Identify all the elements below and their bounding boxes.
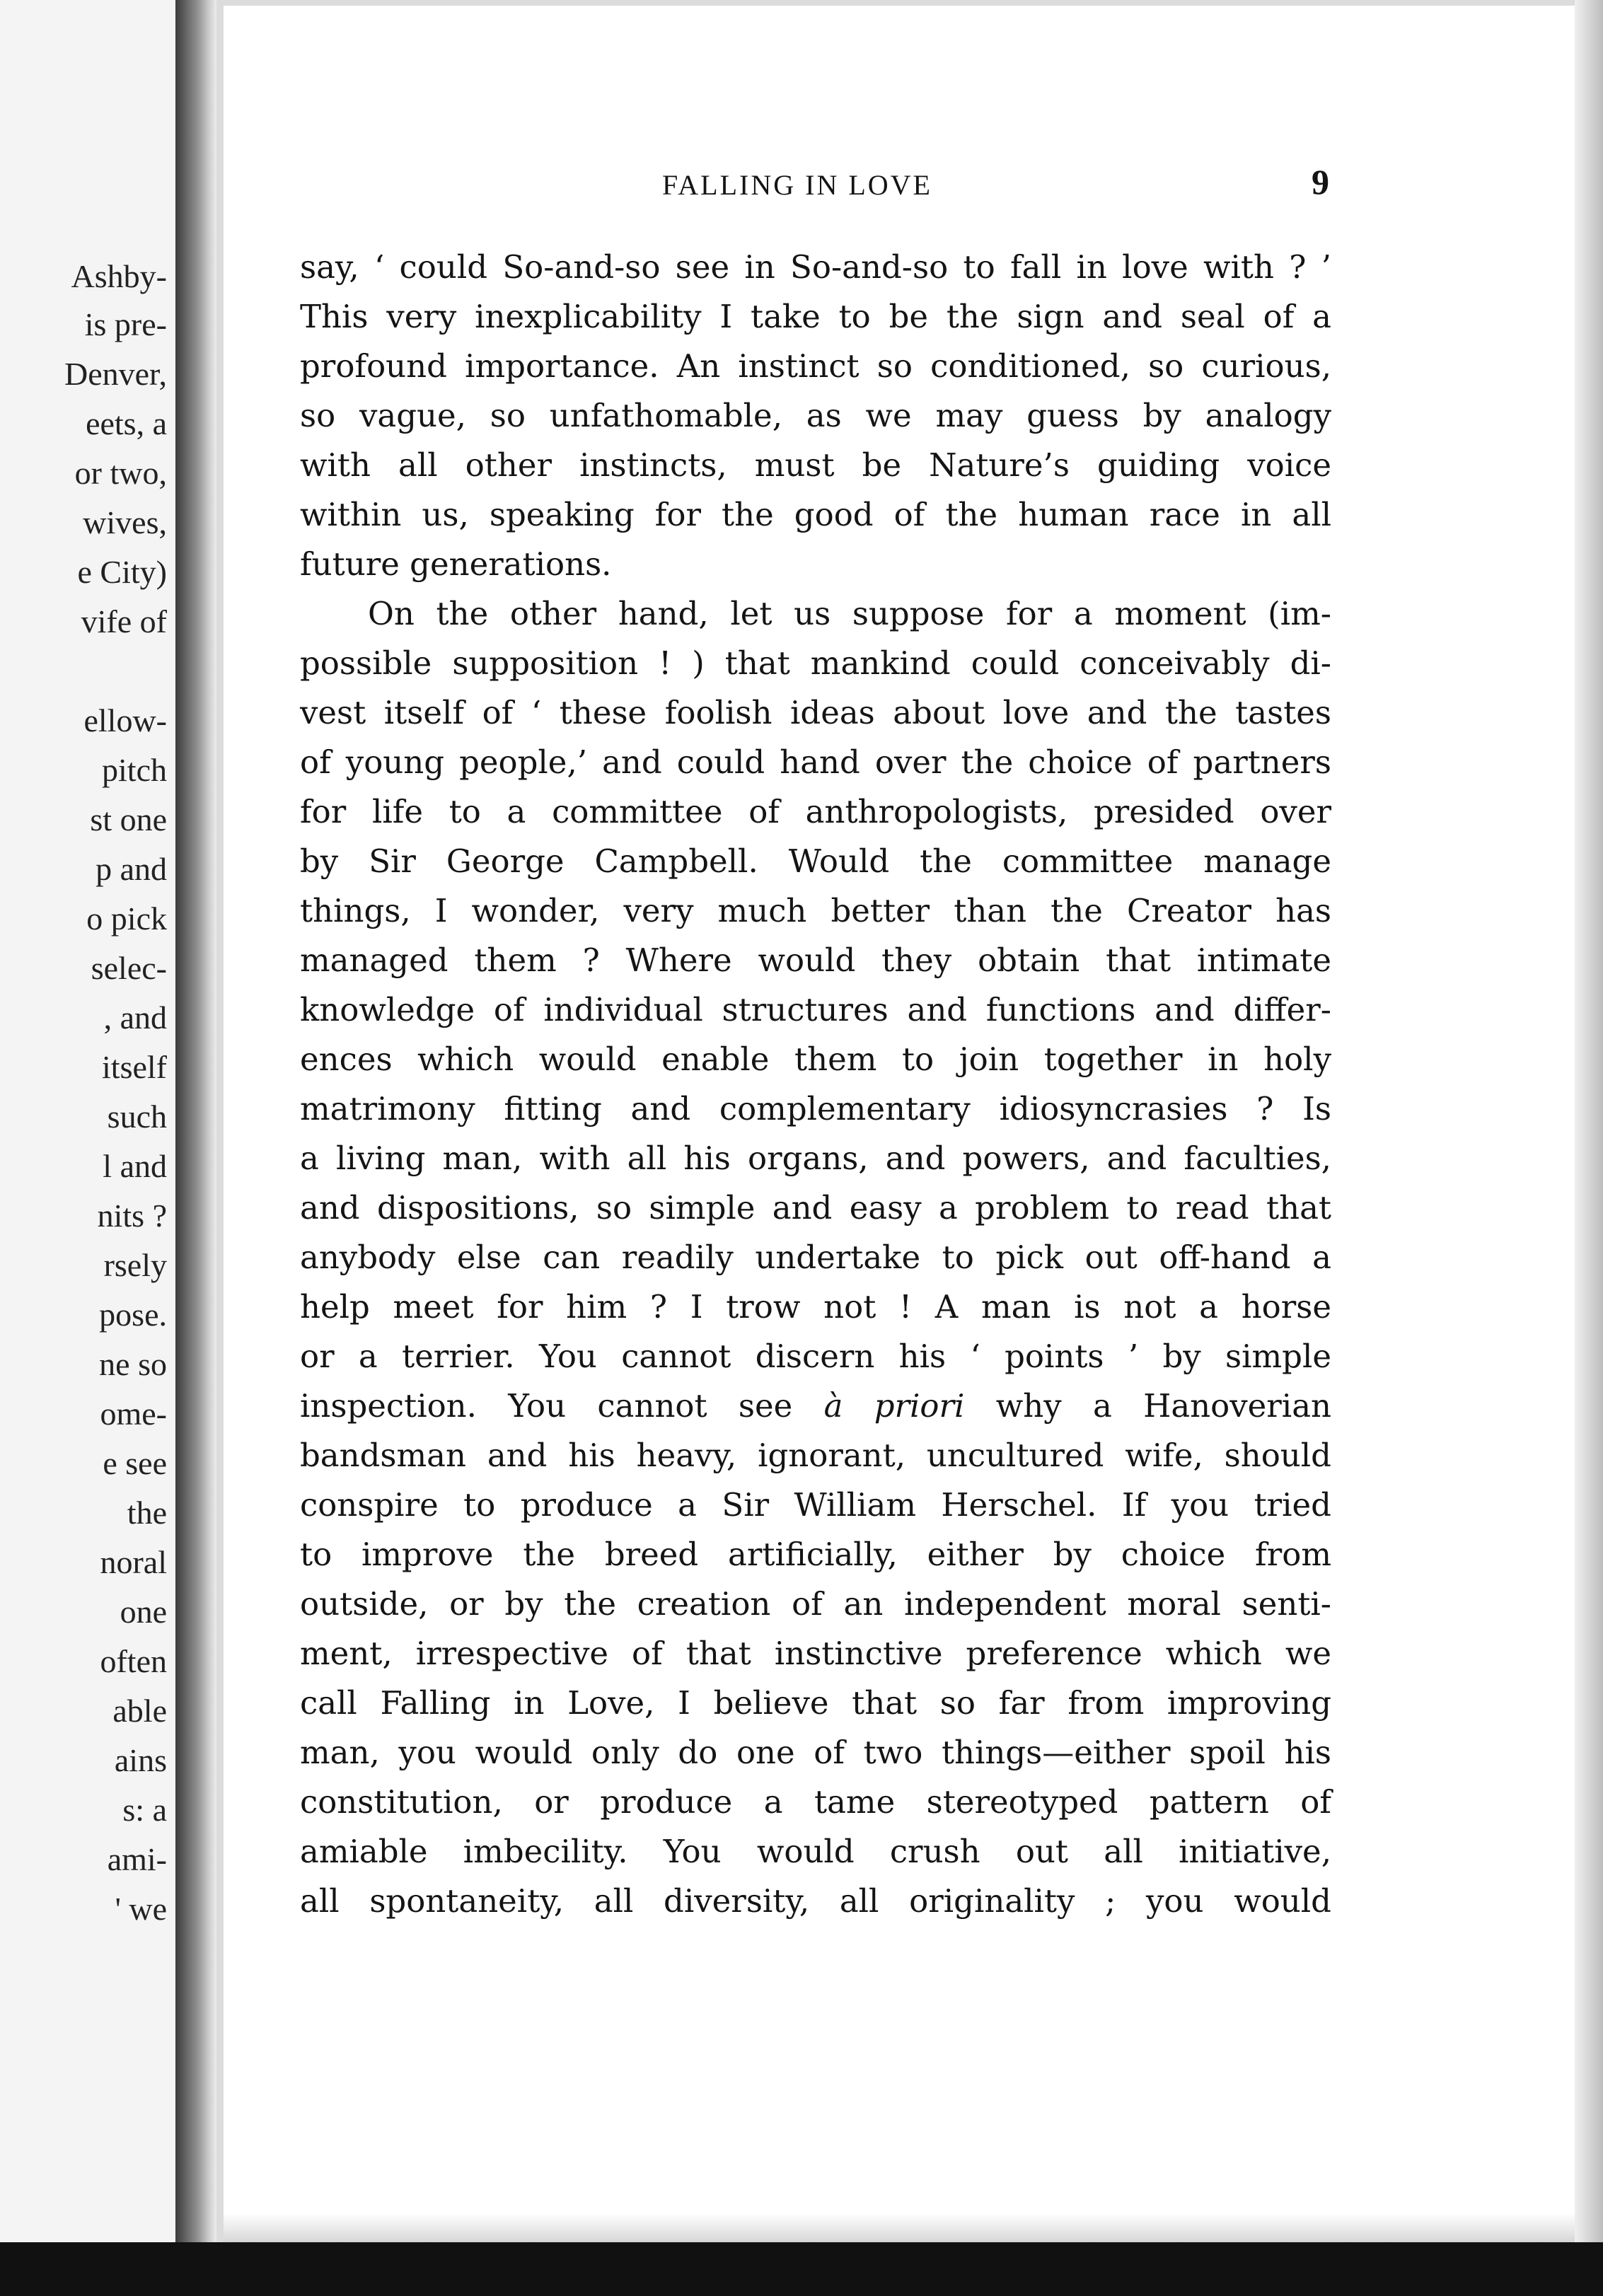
body-line: outside, or by the creation of an independent moral senti- bbox=[300, 1585, 1331, 1623]
left-page-fragment: noral bbox=[100, 1544, 167, 1580]
left-page-fragment: s: a bbox=[122, 1792, 167, 1828]
body-line: for life to a committee of anthropologists, presided over bbox=[300, 793, 1331, 830]
left-page-fragment: e City) bbox=[77, 554, 167, 590]
scanner-bottom-border bbox=[0, 2242, 1603, 2296]
left-page-fragment: selec- bbox=[91, 950, 167, 986]
body-line: to improve the breed artificially, either by choice from bbox=[300, 1536, 1331, 1573]
left-page-fragment: rsely bbox=[103, 1247, 167, 1283]
left-page-fragment: Denver, bbox=[64, 356, 167, 392]
left-page-fragment: st one bbox=[90, 801, 167, 837]
body-text-segment: inspection. You cannot see bbox=[300, 1387, 793, 1425]
running-head: FALLING IN LOVE bbox=[662, 169, 932, 201]
left-page-fragment: often bbox=[100, 1643, 167, 1679]
page-bottom-fade bbox=[224, 2214, 1575, 2242]
body-line: man, you would only do one of two things—either spoil his bbox=[300, 1734, 1331, 1771]
left-page-fragment: ami- bbox=[107, 1841, 167, 1877]
body-line: constitution, or produce a tame stereotyped pattern of bbox=[300, 1783, 1331, 1821]
body-line-with-italic bbox=[300, 1385, 1331, 1427]
left-page-fragment: one bbox=[120, 1594, 167, 1630]
left-page-margin bbox=[0, 0, 175, 2296]
body-line: anybody else can readily undertake to pick out off-hand a bbox=[300, 1239, 1331, 1276]
left-page-fragment: nits ? bbox=[97, 1198, 167, 1234]
body-line: all spontaneity, all diversity, all originality ; you would bbox=[300, 1882, 1331, 1920]
body-line: a living man, with all his organs, and powers, and faculties, bbox=[300, 1140, 1331, 1177]
body-line: of young people,’ and could hand over the choice of partners bbox=[300, 743, 1331, 781]
left-page-fragment: the bbox=[127, 1495, 167, 1531]
left-page-fragment: eets, a bbox=[86, 405, 167, 441]
left-page-fragment: ne so bbox=[99, 1346, 167, 1382]
left-page-fragment: ome- bbox=[100, 1396, 167, 1432]
left-page-fragment: ellow- bbox=[83, 702, 167, 738]
left-page-fragment: pose. bbox=[99, 1297, 167, 1333]
left-page-fragment: e see bbox=[103, 1445, 167, 1481]
body-line: and dispositions, so simple and easy a problem to read that bbox=[300, 1189, 1331, 1227]
body-line: within us, speaking for the good of the human race in all bbox=[300, 496, 1331, 533]
left-page-fragment: ' we bbox=[115, 1891, 167, 1927]
left-page-fragment: l and bbox=[103, 1148, 167, 1184]
page-number: 9 bbox=[1312, 162, 1329, 202]
body-line: with all other instincts, must be Nature’s guiding voice bbox=[300, 446, 1331, 484]
body-line: amiable imbecility. You would crush out all initiative, bbox=[300, 1833, 1331, 1870]
book-gutter-shadow bbox=[175, 0, 216, 2296]
left-page-fragment: Ashby- bbox=[71, 258, 167, 294]
body-line: vest itself of ‘ these foolish ideas about love and the tastes bbox=[300, 694, 1331, 731]
left-page-fragment: such bbox=[107, 1098, 167, 1135]
page-top-rule bbox=[0, 0, 1603, 6]
body-line: ences which would enable them to join together in holy bbox=[300, 1040, 1331, 1078]
left-page-fragment: wives, bbox=[83, 504, 167, 540]
book-gutter-edge bbox=[216, 0, 224, 2296]
body-line: or a terrier. You cannot discern his ‘ points ’ by simple bbox=[300, 1338, 1331, 1375]
body-line: possible supposition ! ) that mankind could conceivably di- bbox=[300, 644, 1331, 682]
page-right-edge bbox=[1575, 0, 1603, 2296]
body-line: say, ‘ could So-and-so see in So-and-so to fall in love with ? ’ bbox=[300, 248, 1331, 286]
body-line: call Falling in Love, I believe that so far from improving bbox=[300, 1684, 1331, 1722]
left-page-fragment: itself bbox=[102, 1049, 167, 1085]
body-text-segment: why a Hanoverian bbox=[995, 1387, 1331, 1425]
left-page-fragment: or two, bbox=[74, 455, 167, 491]
left-page-fragment: pitch bbox=[102, 752, 167, 788]
body-line: future generations. bbox=[300, 545, 612, 583]
left-page-fragment: vife of bbox=[81, 603, 167, 639]
body-line: On the other hand, let us suppose for a moment (im- bbox=[368, 595, 1331, 632]
body-line: managed them ? Where would they obtain that intimate bbox=[300, 941, 1331, 979]
left-page-fragment: is pre- bbox=[84, 306, 167, 342]
body-line: knowledge of individual structures and functions and differ- bbox=[300, 991, 1331, 1028]
body-line: so vague, so unfathomable, as we may guess by analogy bbox=[300, 397, 1331, 434]
left-page-fragment: p and bbox=[96, 851, 167, 887]
body-line: help meet for him ? I trow not ! A man is not a horse bbox=[300, 1288, 1331, 1326]
body-line: conspire to produce a Sir William Herschel. If you tried bbox=[300, 1486, 1331, 1524]
left-page-fragment: o pick bbox=[86, 900, 167, 937]
body-line: things, I wonder, very much better than the Creator has bbox=[300, 892, 1331, 929]
body-line: profound importance. An instinct so conditioned, so curious, bbox=[300, 347, 1331, 385]
left-page-fragment: , and bbox=[103, 999, 167, 1036]
italic-phrase: à priori bbox=[823, 1387, 965, 1425]
body-line: This very inexplicability I take to be the sign and seal of a bbox=[300, 298, 1331, 335]
body-line: matrimony fitting and complementary idiosyncrasies ? Is bbox=[300, 1090, 1331, 1127]
body-line: by Sir George Campbell. Would the committee manage bbox=[300, 842, 1331, 880]
left-page-fragment: able bbox=[112, 1693, 167, 1729]
left-page-fragment: ains bbox=[114, 1742, 167, 1778]
body-line: ment, irrespective of that instinctive preference which we bbox=[300, 1635, 1331, 1672]
body-line: bandsman and his heavy, ignorant, uncultured wife, should bbox=[300, 1437, 1331, 1474]
